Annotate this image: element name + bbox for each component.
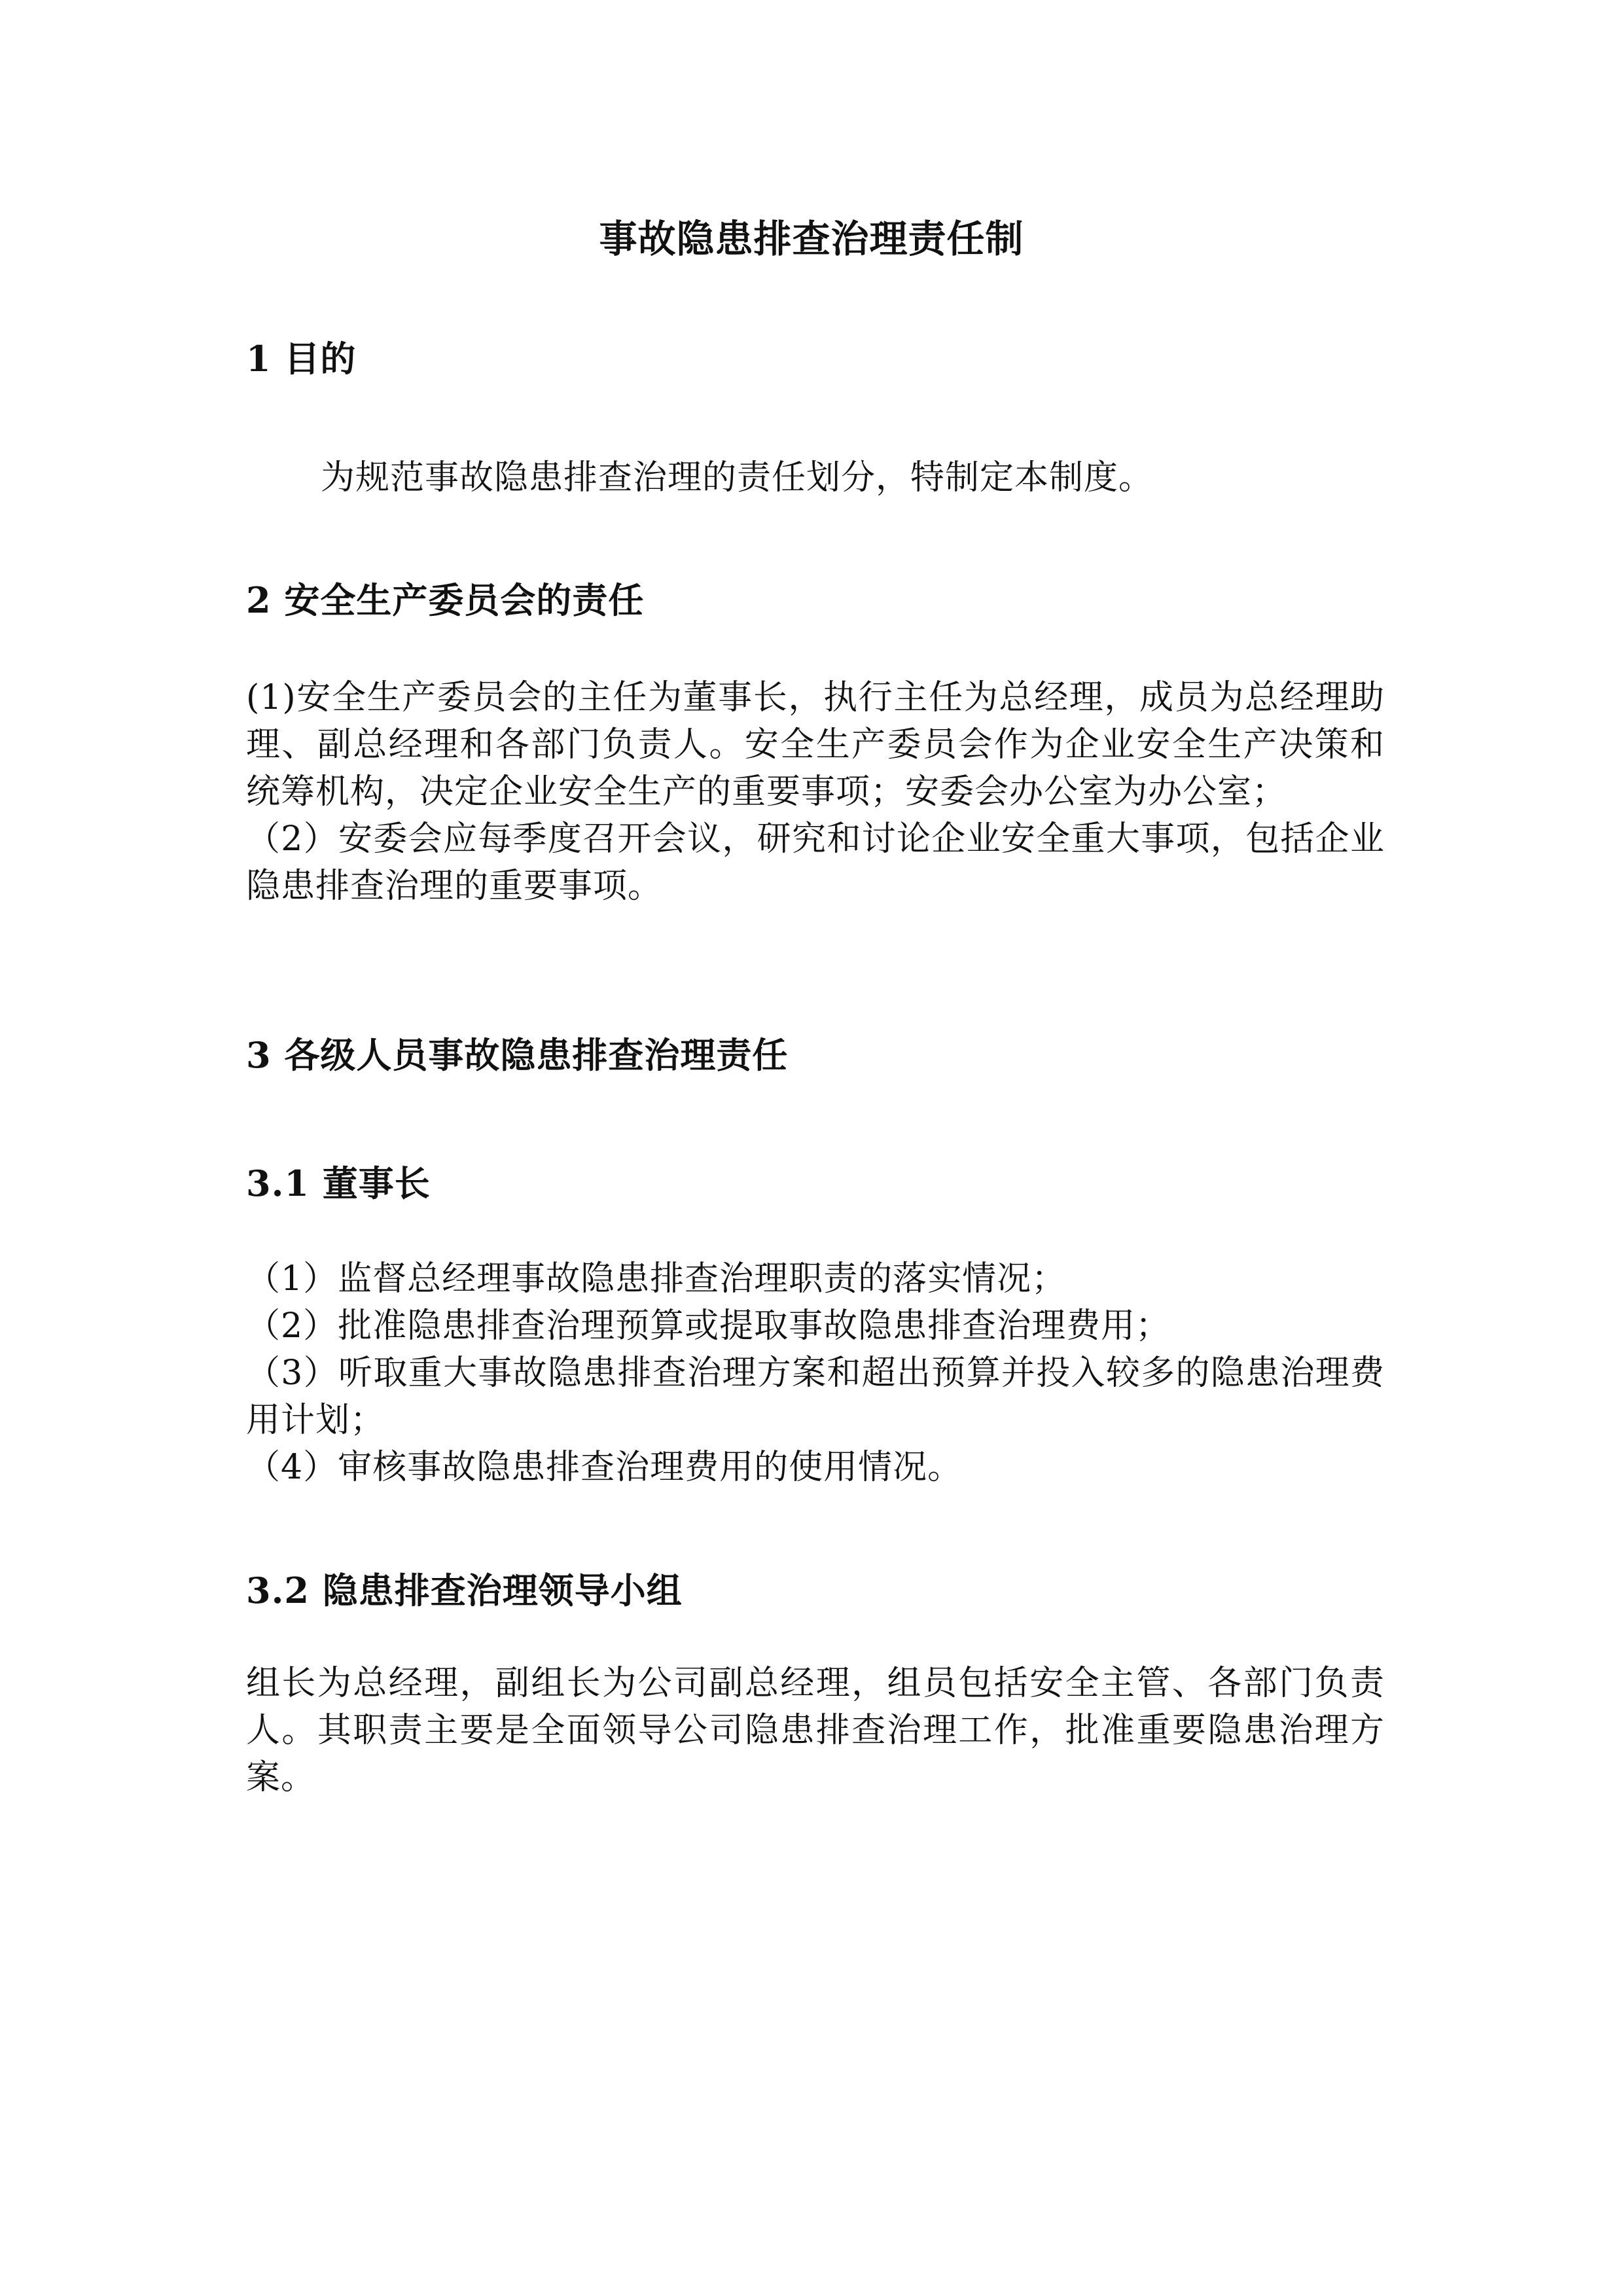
list-item: （3）听取重大事故隐患排查治理方案和超出预算并投入较多的隐患治理费用计划； [246,1354,1385,1440]
section-3-2-paragraph: 组长为总经理，副组长为公司副总经理，组员包括安全主管、各部门负责人。其职责主要是全面领导公司隐患排查治理工作，批准重要隐患治理方案。 [246,1664,1385,1797]
section-3-heading: 3 各级人员事故隐患排查治理责任 [246,1034,789,1076]
section-1-paragraph: 为规范事故隐患排查治理的责任划分，特制定本制度。 [321,458,1154,497]
section-2-item-2: （2）安委会应每季度召开会议，研究和讨论企业安全重大事项，包括企业隐患排查治理的重要事项。 [246,819,1385,906]
section-3-2-heading: 3.2 隐患排查治理领导小组 [246,1570,683,1611]
section-2-body [246,674,1385,910]
list-item: （4）审核事故隐患排查治理费用的使用情况。 [246,1448,963,1487]
section-2-item-1: (1)安全生产委员会的主任为董事长，执行主任为总经理，成员为总经理助理、副总经理和各部门负责人。安全生产委员会作为企业安全生产决策和统筹机构，决定企业安全生产的重要事项；安委会办公室为办公室； [246,678,1385,812]
section-1-heading: 1 目的 [246,338,357,380]
list-item: （1）监督总经理事故隐患排查治理职责的落实情况； [246,1259,1067,1299]
list-item: （2）批准隐患排查治理预算或提取事故隐患排查治理费用； [246,1306,1171,1346]
document-title: 事故隐患排查治理责任制 [599,217,1024,261]
section-3-1-heading: 3.1 董事长 [246,1162,431,1204]
section-3-1-list [246,1255,1385,1491]
section-2-heading: 2 安全生产委员会的责任 [246,579,645,621]
